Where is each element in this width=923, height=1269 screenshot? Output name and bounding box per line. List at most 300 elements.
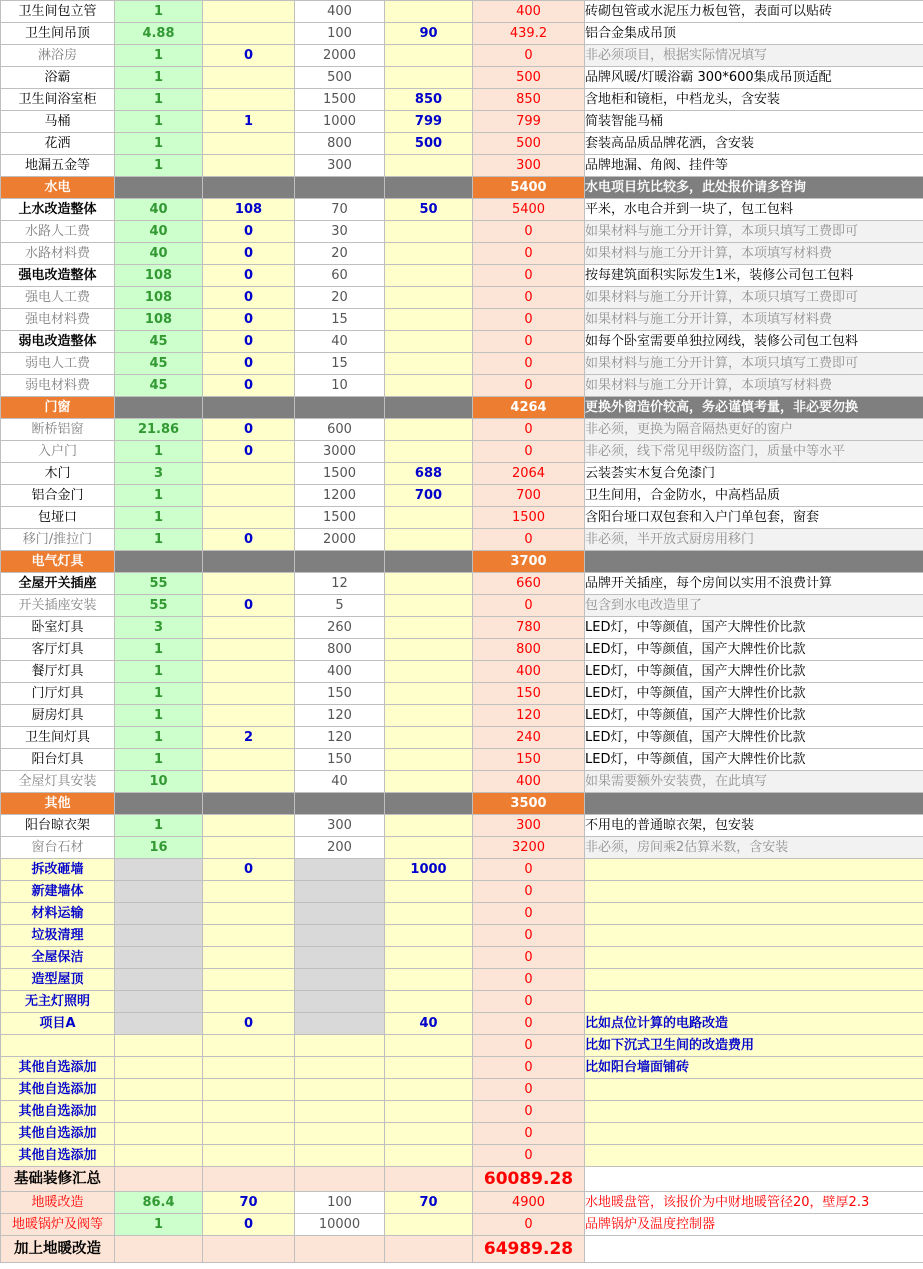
actual-price-cell[interactable]: 40	[385, 1013, 473, 1035]
note-cell[interactable]	[585, 925, 923, 947]
quantity-cell[interactable]: 40	[115, 243, 203, 265]
unit-price-cell[interactable]: 3000	[295, 441, 385, 463]
count-cell[interactable]	[203, 793, 295, 815]
count-cell[interactable]: 2	[203, 727, 295, 749]
subtotal-cell[interactable]: 0	[473, 947, 585, 969]
unit-price-cell[interactable]: 300	[295, 815, 385, 837]
actual-price-cell[interactable]	[385, 1035, 473, 1057]
note-cell[interactable]: 平米，水电合并到一块了，包工包料	[585, 199, 923, 221]
actual-price-cell[interactable]: 90	[385, 23, 473, 45]
note-cell[interactable]: 铝合金集成吊顶	[585, 23, 923, 45]
subtotal-cell[interactable]: 0	[473, 529, 585, 551]
item-name-cell[interactable]: 地漏五金等	[1, 155, 115, 177]
count-cell[interactable]	[203, 1101, 295, 1123]
actual-price-cell[interactable]	[385, 287, 473, 309]
quantity-cell[interactable]	[115, 177, 203, 199]
count-cell[interactable]: 0	[203, 419, 295, 441]
quantity-cell[interactable]	[115, 1013, 203, 1035]
unit-price-cell[interactable]: 260	[295, 617, 385, 639]
quantity-cell[interactable]: 1	[115, 661, 203, 683]
note-cell[interactable]: 品牌开关插座，每个房间以实用不浪费计算	[585, 573, 923, 595]
note-cell[interactable]: 砖砌包管或水泥压力板包管，表面可以贴砖	[585, 1, 923, 23]
note-cell[interactable]: 非必须项目，根据实际情况填写	[585, 45, 923, 67]
note-cell[interactable]: 水电项目坑比较多，此处报价请多咨询	[585, 177, 923, 199]
subtotal-cell[interactable]: 0	[473, 969, 585, 991]
subtotal-cell[interactable]: 4264	[473, 397, 585, 419]
subtotal-cell[interactable]: 0	[473, 331, 585, 353]
actual-price-cell[interactable]	[385, 1167, 473, 1192]
subtotal-cell[interactable]: 0	[473, 1101, 585, 1123]
subtotal-cell[interactable]: 0	[473, 243, 585, 265]
unit-price-cell[interactable]	[295, 1123, 385, 1145]
item-name-cell[interactable]: 马桶	[1, 111, 115, 133]
actual-price-cell[interactable]	[385, 1145, 473, 1167]
quantity-cell[interactable]: 1	[115, 1214, 203, 1236]
quantity-cell[interactable]: 108	[115, 287, 203, 309]
subtotal-cell[interactable]: 0	[473, 1057, 585, 1079]
item-name-cell[interactable]: 地暖改造	[1, 1192, 115, 1214]
item-name-cell[interactable]: 弱电材料费	[1, 375, 115, 397]
subtotal-cell[interactable]: 400	[473, 771, 585, 793]
note-cell[interactable]: 如果材料与施工分开计算，本项填写材料费	[585, 309, 923, 331]
item-name-cell[interactable]: 阳台晾衣架	[1, 815, 115, 837]
actual-price-cell[interactable]	[385, 221, 473, 243]
item-name-cell[interactable]: 开关插座安装	[1, 595, 115, 617]
quantity-cell[interactable]	[115, 1035, 203, 1057]
count-cell[interactable]	[203, 661, 295, 683]
subtotal-cell[interactable]: 4900	[473, 1192, 585, 1214]
note-cell[interactable]: 套装高品质品牌花洒，含安装	[585, 133, 923, 155]
subtotal-cell[interactable]: 240	[473, 727, 585, 749]
note-cell[interactable]	[585, 1236, 923, 1263]
unit-price-cell[interactable]: 150	[295, 749, 385, 771]
unit-price-cell[interactable]: 1500	[295, 463, 385, 485]
subtotal-cell[interactable]: 64989.28	[473, 1236, 585, 1263]
unit-price-cell[interactable]: 12	[295, 573, 385, 595]
subtotal-cell[interactable]: 500	[473, 67, 585, 89]
count-cell[interactable]: 0	[203, 243, 295, 265]
item-name-cell[interactable]: 卫生间吊顶	[1, 23, 115, 45]
item-name-cell[interactable]: 电气灯具	[1, 551, 115, 573]
quantity-cell[interactable]	[115, 991, 203, 1013]
subtotal-cell[interactable]: 150	[473, 683, 585, 705]
note-cell[interactable]	[585, 1123, 923, 1145]
item-name-cell[interactable]: 移门/推拉门	[1, 529, 115, 551]
subtotal-cell[interactable]: 0	[473, 419, 585, 441]
note-cell[interactable]: LED灯，中等颜值，国产大牌性价比款	[585, 639, 923, 661]
quantity-cell[interactable]	[115, 1101, 203, 1123]
count-cell[interactable]: 0	[203, 529, 295, 551]
count-cell[interactable]: 0	[203, 595, 295, 617]
quantity-cell[interactable]: 1	[115, 529, 203, 551]
item-name-cell[interactable]: 其他	[1, 793, 115, 815]
unit-price-cell[interactable]: 1000	[295, 111, 385, 133]
actual-price-cell[interactable]	[385, 507, 473, 529]
item-name-cell[interactable]: 客厅灯具	[1, 639, 115, 661]
actual-price-cell[interactable]	[385, 661, 473, 683]
quantity-cell[interactable]: 1	[115, 683, 203, 705]
actual-price-cell[interactable]	[385, 683, 473, 705]
unit-price-cell[interactable]: 40	[295, 771, 385, 793]
subtotal-cell[interactable]: 0	[473, 265, 585, 287]
quantity-cell[interactable]: 16	[115, 837, 203, 859]
count-cell[interactable]: 0	[203, 1214, 295, 1236]
subtotal-cell[interactable]: 0	[473, 1013, 585, 1035]
count-cell[interactable]	[203, 1035, 295, 1057]
count-cell[interactable]	[203, 133, 295, 155]
subtotal-cell[interactable]: 2064	[473, 463, 585, 485]
actual-price-cell[interactable]	[385, 1, 473, 23]
unit-price-cell[interactable]	[295, 859, 385, 881]
note-cell[interactable]: 比如点位计算的电路改造	[585, 1013, 923, 1035]
subtotal-cell[interactable]: 0	[473, 903, 585, 925]
actual-price-cell[interactable]	[385, 771, 473, 793]
count-cell[interactable]	[203, 177, 295, 199]
quantity-cell[interactable]: 1	[115, 507, 203, 529]
unit-price-cell[interactable]	[295, 1079, 385, 1101]
quantity-cell[interactable]: 45	[115, 353, 203, 375]
note-cell[interactable]: 如果材料与施工分开计算，本项只填写工费即可	[585, 287, 923, 309]
count-cell[interactable]	[203, 485, 295, 507]
unit-price-cell[interactable]: 150	[295, 683, 385, 705]
note-cell[interactable]: 更换外窗造价较高，务必谨慎考量，非必要勿换	[585, 397, 923, 419]
item-name-cell[interactable]: 入户门	[1, 441, 115, 463]
item-name-cell[interactable]: 全屋开关插座	[1, 573, 115, 595]
actual-price-cell[interactable]	[385, 595, 473, 617]
actual-price-cell[interactable]: 70	[385, 1192, 473, 1214]
actual-price-cell[interactable]	[385, 749, 473, 771]
note-cell[interactable]: 如每个卧室需要单独拉网线，装修公司包工包料	[585, 331, 923, 353]
count-cell[interactable]	[203, 837, 295, 859]
unit-price-cell[interactable]	[295, 1167, 385, 1192]
note-cell[interactable]	[585, 969, 923, 991]
quantity-cell[interactable]: 4.88	[115, 23, 203, 45]
note-cell[interactable]: 如果需要额外安装费，在此填写	[585, 771, 923, 793]
item-name-cell[interactable]: 上水改造整体	[1, 199, 115, 221]
note-cell[interactable]: 如果材料与施工分开计算，本项填写材料费	[585, 243, 923, 265]
count-cell[interactable]	[203, 947, 295, 969]
note-cell[interactable]: 云装荟实木复合免漆门	[585, 463, 923, 485]
subtotal-cell[interactable]: 300	[473, 155, 585, 177]
count-cell[interactable]	[203, 639, 295, 661]
note-cell[interactable]: 比如阳台墙面铺砖	[585, 1057, 923, 1079]
subtotal-cell[interactable]: 150	[473, 749, 585, 771]
count-cell[interactable]	[203, 551, 295, 573]
actual-price-cell[interactable]	[385, 353, 473, 375]
count-cell[interactable]	[203, 881, 295, 903]
unit-price-cell[interactable]: 30	[295, 221, 385, 243]
note-cell[interactable]	[585, 1079, 923, 1101]
count-cell[interactable]: 0	[203, 287, 295, 309]
unit-price-cell[interactable]	[295, 1035, 385, 1057]
quantity-cell[interactable]: 1	[115, 45, 203, 67]
subtotal-cell[interactable]: 300	[473, 815, 585, 837]
quantity-cell[interactable]	[115, 881, 203, 903]
unit-price-cell[interactable]: 60	[295, 265, 385, 287]
note-cell[interactable]	[585, 903, 923, 925]
actual-price-cell[interactable]	[385, 1236, 473, 1263]
subtotal-cell[interactable]: 0	[473, 287, 585, 309]
quantity-cell[interactable]: 40	[115, 221, 203, 243]
unit-price-cell[interactable]	[295, 1101, 385, 1123]
actual-price-cell[interactable]	[385, 991, 473, 1013]
quantity-cell[interactable]	[115, 1145, 203, 1167]
note-cell[interactable]: 简装智能马桶	[585, 111, 923, 133]
item-name-cell[interactable]: 门厅灯具	[1, 683, 115, 705]
note-cell[interactable]: 包含到水电改造里了	[585, 595, 923, 617]
count-cell[interactable]	[203, 749, 295, 771]
actual-price-cell[interactable]	[385, 67, 473, 89]
count-cell[interactable]	[203, 1, 295, 23]
subtotal-cell[interactable]: 0	[473, 1079, 585, 1101]
note-cell[interactable]: 非必须，半开放式厨房用移门	[585, 529, 923, 551]
quantity-cell[interactable]: 55	[115, 573, 203, 595]
subtotal-cell[interactable]: 0	[473, 353, 585, 375]
note-cell[interactable]: LED灯，中等颜值，国产大牌性价比款	[585, 705, 923, 727]
quantity-cell[interactable]	[115, 947, 203, 969]
count-cell[interactable]	[203, 573, 295, 595]
unit-price-cell[interactable]	[295, 881, 385, 903]
note-cell[interactable]: 品牌锅炉及温度控制器	[585, 1214, 923, 1236]
count-cell[interactable]: 108	[203, 199, 295, 221]
count-cell[interactable]: 0	[203, 375, 295, 397]
subtotal-cell[interactable]: 0	[473, 221, 585, 243]
item-name-cell[interactable]: 水电	[1, 177, 115, 199]
quantity-cell[interactable]	[115, 859, 203, 881]
unit-price-cell[interactable]: 2000	[295, 529, 385, 551]
actual-price-cell[interactable]	[385, 573, 473, 595]
unit-price-cell[interactable]: 800	[295, 639, 385, 661]
subtotal-cell[interactable]: 0	[473, 309, 585, 331]
subtotal-cell[interactable]: 0	[473, 1214, 585, 1236]
note-cell[interactable]: 比如下沉式卫生间的改造费用	[585, 1035, 923, 1057]
count-cell[interactable]	[203, 1123, 295, 1145]
item-name-cell[interactable]: 卧室灯具	[1, 617, 115, 639]
quantity-cell[interactable]: 45	[115, 375, 203, 397]
quantity-cell[interactable]: 1	[115, 485, 203, 507]
actual-price-cell[interactable]	[385, 705, 473, 727]
item-name-cell[interactable]: 其他自选添加	[1, 1101, 115, 1123]
quantity-cell[interactable]: 21.86	[115, 419, 203, 441]
unit-price-cell[interactable]: 15	[295, 353, 385, 375]
subtotal-cell[interactable]: 400	[473, 1, 585, 23]
subtotal-cell[interactable]: 0	[473, 441, 585, 463]
subtotal-cell[interactable]: 0	[473, 1123, 585, 1145]
item-name-cell[interactable]: 木门	[1, 463, 115, 485]
count-cell[interactable]: 0	[203, 265, 295, 287]
count-cell[interactable]	[203, 397, 295, 419]
quantity-cell[interactable]	[115, 903, 203, 925]
item-name-cell[interactable]: 强电改造整体	[1, 265, 115, 287]
unit-price-cell[interactable]: 100	[295, 1192, 385, 1214]
note-cell[interactable]	[585, 947, 923, 969]
item-name-cell[interactable]: 门窗	[1, 397, 115, 419]
quantity-cell[interactable]: 1	[115, 1, 203, 23]
actual-price-cell[interactable]	[385, 331, 473, 353]
quantity-cell[interactable]	[115, 1236, 203, 1263]
subtotal-cell[interactable]: 780	[473, 617, 585, 639]
count-cell[interactable]	[203, 815, 295, 837]
note-cell[interactable]: 卫生间用，合金防水，中高档品质	[585, 485, 923, 507]
quantity-cell[interactable]: 86.4	[115, 1192, 203, 1214]
unit-price-cell[interactable]	[295, 177, 385, 199]
item-name-cell[interactable]: 餐厅灯具	[1, 661, 115, 683]
item-name-cell[interactable]: 地暖锅炉及阀等	[1, 1214, 115, 1236]
count-cell[interactable]: 0	[203, 221, 295, 243]
quantity-cell[interactable]: 1	[115, 111, 203, 133]
actual-price-cell[interactable]	[385, 397, 473, 419]
count-cell[interactable]	[203, 1145, 295, 1167]
actual-price-cell[interactable]	[385, 265, 473, 287]
count-cell[interactable]	[203, 991, 295, 1013]
unit-price-cell[interactable]	[295, 969, 385, 991]
unit-price-cell[interactable]: 600	[295, 419, 385, 441]
note-cell[interactable]: LED灯，中等颜值，国产大牌性价比款	[585, 661, 923, 683]
note-cell[interactable]: 品牌地漏、角阀、挂件等	[585, 155, 923, 177]
subtotal-cell[interactable]: 850	[473, 89, 585, 111]
unit-price-cell[interactable]: 2000	[295, 45, 385, 67]
item-name-cell[interactable]: 造型屋顶	[1, 969, 115, 991]
quantity-cell[interactable]: 1	[115, 67, 203, 89]
item-name-cell[interactable]: 卫生间灯具	[1, 727, 115, 749]
note-cell[interactable]: 如果材料与施工分开计算，本项只填写工费即可	[585, 353, 923, 375]
unit-price-cell[interactable]	[295, 793, 385, 815]
item-name-cell[interactable]: 其他自选添加	[1, 1057, 115, 1079]
actual-price-cell[interactable]: 688	[385, 463, 473, 485]
unit-price-cell[interactable]	[295, 947, 385, 969]
quantity-cell[interactable]	[115, 969, 203, 991]
unit-price-cell[interactable]: 10	[295, 375, 385, 397]
quantity-cell[interactable]: 45	[115, 331, 203, 353]
count-cell[interactable]	[203, 771, 295, 793]
quantity-cell[interactable]	[115, 1167, 203, 1192]
item-name-cell[interactable]: 花洒	[1, 133, 115, 155]
subtotal-cell[interactable]: 3200	[473, 837, 585, 859]
actual-price-cell[interactable]: 1000	[385, 859, 473, 881]
quantity-cell[interactable]: 1	[115, 155, 203, 177]
quantity-cell[interactable]: 10	[115, 771, 203, 793]
unit-price-cell[interactable]: 120	[295, 705, 385, 727]
quantity-cell[interactable]: 1	[115, 705, 203, 727]
note-cell[interactable]	[585, 793, 923, 815]
count-cell[interactable]: 0	[203, 353, 295, 375]
note-cell[interactable]	[585, 551, 923, 573]
item-name-cell[interactable]: 拆改砸墙	[1, 859, 115, 881]
count-cell[interactable]	[203, 705, 295, 727]
actual-price-cell[interactable]	[385, 969, 473, 991]
quantity-cell[interactable]: 55	[115, 595, 203, 617]
unit-price-cell[interactable]: 200	[295, 837, 385, 859]
item-name-cell[interactable]: 其他自选添加	[1, 1145, 115, 1167]
item-name-cell[interactable]: 浴霸	[1, 67, 115, 89]
unit-price-cell[interactable]: 120	[295, 727, 385, 749]
subtotal-cell[interactable]: 0	[473, 375, 585, 397]
quantity-cell[interactable]: 1	[115, 133, 203, 155]
actual-price-cell[interactable]	[385, 243, 473, 265]
actual-price-cell[interactable]: 500	[385, 133, 473, 155]
note-cell[interactable]	[585, 881, 923, 903]
unit-price-cell[interactable]: 1200	[295, 485, 385, 507]
count-cell[interactable]	[203, 1236, 295, 1263]
note-cell[interactable]	[585, 1101, 923, 1123]
item-name-cell[interactable]: 强电人工费	[1, 287, 115, 309]
quantity-cell[interactable]: 108	[115, 265, 203, 287]
actual-price-cell[interactable]	[385, 1079, 473, 1101]
actual-price-cell[interactable]	[385, 1057, 473, 1079]
count-cell[interactable]: 0	[203, 859, 295, 881]
item-name-cell[interactable]: 窗台石材	[1, 837, 115, 859]
quantity-cell[interactable]: 1	[115, 727, 203, 749]
count-cell[interactable]	[203, 67, 295, 89]
quantity-cell[interactable]: 3	[115, 463, 203, 485]
item-name-cell[interactable]: 基础装修汇总	[1, 1167, 115, 1192]
actual-price-cell[interactable]	[385, 947, 473, 969]
subtotal-cell[interactable]: 60089.28	[473, 1167, 585, 1192]
quantity-cell[interactable]: 3	[115, 617, 203, 639]
unit-price-cell[interactable]: 10000	[295, 1214, 385, 1236]
item-name-cell[interactable]: 无主灯照明	[1, 991, 115, 1013]
unit-price-cell[interactable]: 20	[295, 243, 385, 265]
subtotal-cell[interactable]: 0	[473, 1145, 585, 1167]
subtotal-cell[interactable]: 0	[473, 1035, 585, 1057]
quantity-cell[interactable]	[115, 551, 203, 573]
subtotal-cell[interactable]: 700	[473, 485, 585, 507]
actual-price-cell[interactable]	[385, 45, 473, 67]
actual-price-cell[interactable]	[385, 925, 473, 947]
unit-price-cell[interactable]	[295, 1145, 385, 1167]
item-name-cell[interactable]	[1, 1035, 115, 1057]
item-name-cell[interactable]: 弱电人工费	[1, 353, 115, 375]
unit-price-cell[interactable]: 20	[295, 287, 385, 309]
unit-price-cell[interactable]	[295, 397, 385, 419]
quantity-cell[interactable]: 1	[115, 441, 203, 463]
unit-price-cell[interactable]	[295, 1236, 385, 1263]
note-cell[interactable]: 非必须，更换为隔音隔热更好的窗户	[585, 419, 923, 441]
quantity-cell[interactable]: 1	[115, 749, 203, 771]
unit-price-cell[interactable]: 1500	[295, 89, 385, 111]
actual-price-cell[interactable]: 799	[385, 111, 473, 133]
count-cell[interactable]	[203, 903, 295, 925]
actual-price-cell[interactable]	[385, 837, 473, 859]
subtotal-cell[interactable]: 5400	[473, 199, 585, 221]
count-cell[interactable]	[203, 1057, 295, 1079]
quantity-cell[interactable]: 1	[115, 815, 203, 837]
actual-price-cell[interactable]	[385, 309, 473, 331]
item-name-cell[interactable]: 垃圾清理	[1, 925, 115, 947]
unit-price-cell[interactable]: 500	[295, 67, 385, 89]
subtotal-cell[interactable]: 3700	[473, 551, 585, 573]
quantity-cell[interactable]	[115, 925, 203, 947]
note-cell[interactable]: 如果材料与施工分开计算，本项填写材料费	[585, 375, 923, 397]
actual-price-cell[interactable]: 50	[385, 199, 473, 221]
unit-price-cell[interactable]: 40	[295, 331, 385, 353]
actual-price-cell[interactable]	[385, 1123, 473, 1145]
actual-price-cell[interactable]	[385, 793, 473, 815]
note-cell[interactable]: 含地柜和镜柜，中档龙头，含安装	[585, 89, 923, 111]
item-name-cell[interactable]: 水路材料费	[1, 243, 115, 265]
subtotal-cell[interactable]: 0	[473, 991, 585, 1013]
quantity-cell[interactable]: 40	[115, 199, 203, 221]
count-cell[interactable]	[203, 925, 295, 947]
unit-price-cell[interactable]	[295, 991, 385, 1013]
note-cell[interactable]: 水地暖盘管，该报价为中财地暖管径20，壁厚2.3	[585, 1192, 923, 1214]
item-name-cell[interactable]: 全屋灯具安装	[1, 771, 115, 793]
subtotal-cell[interactable]: 1500	[473, 507, 585, 529]
note-cell[interactable]: 如果材料与施工分开计算，本项只填写工费即可	[585, 221, 923, 243]
unit-price-cell[interactable]: 15	[295, 309, 385, 331]
unit-price-cell[interactable]: 800	[295, 133, 385, 155]
quantity-cell[interactable]	[115, 1057, 203, 1079]
